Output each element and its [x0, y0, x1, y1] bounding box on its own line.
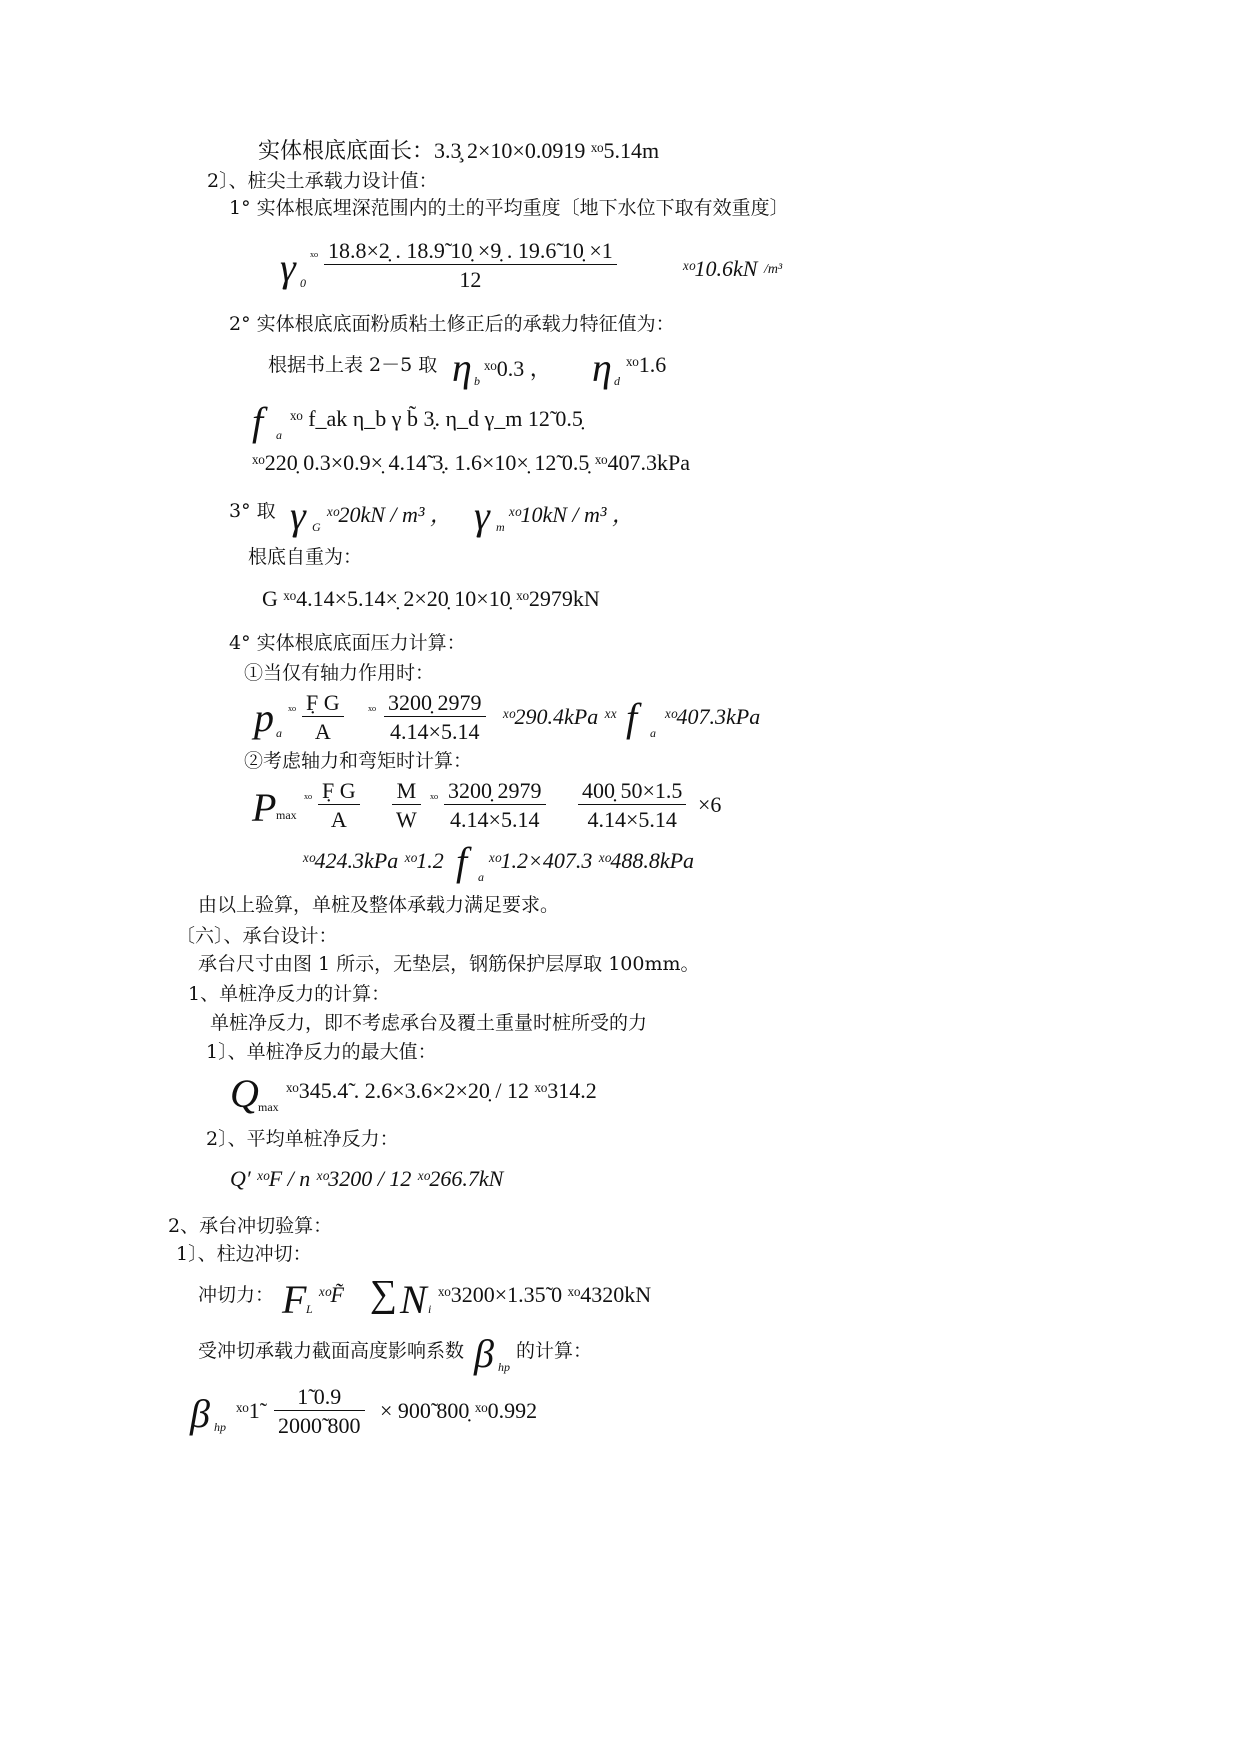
equals-glyph: ˣᵒ — [304, 792, 313, 807]
fraction — [274, 1384, 365, 1439]
f-symbol: f — [626, 695, 638, 740]
text-line: 1〕、单桩净反力的最大值： — [206, 1041, 437, 1063]
p-symbol: P — [252, 785, 277, 830]
section-heading: 〔六〕、承台设计： — [176, 925, 338, 947]
text-line: 承台尺寸由图 1 所示，无垫层，钢筋保护层厚取 100mm。 — [198, 953, 700, 975]
text-line: ②考虑轴力和弯矩时计算： — [244, 750, 473, 772]
text-line: 2〕、平均单桩净反力： — [206, 1128, 399, 1150]
gamma-G-value: ˣᵒ20kN / m³ ， — [326, 502, 453, 527]
result: ˣᵒ407.3kPa — [664, 704, 761, 729]
text-line: 由以上验算，单桩及整体承载力满足要求。 — [198, 894, 560, 916]
section-heading: 2〕、桩尖土承载力设计值： — [207, 170, 438, 192]
beta-result: × 900̃ 800̣ ˣᵒ0.992 — [380, 1398, 538, 1423]
n-symbol: N — [400, 1277, 427, 1322]
subscript: a — [276, 726, 282, 740]
sum-symbol: ∑ — [370, 1273, 398, 1315]
f-symbol: f — [252, 399, 264, 444]
result: ˣᵒ1.2×407.3 ˣᵒ488.8kPa — [488, 848, 695, 873]
fl-expression: ˣᵒF̃ — [318, 1282, 344, 1307]
fraction — [302, 690, 344, 745]
text-line: ①当仅有轴力作用时： — [244, 662, 435, 684]
text-line: 3° 取 — [229, 500, 276, 522]
beta-symbol: β — [190, 1391, 210, 1436]
text-line: 2° 实体根底底面粉质粘土修正后的承载力特征值为： — [229, 313, 675, 335]
text-line: ˣᵒ220̣ 0.3×0.9×̣ 4.14̃ 3̣. 1.6×10×̣ 12̃ 0.5̣ ˣᵒ407.3kPa — [252, 450, 691, 475]
fraction — [384, 690, 486, 745]
beta-lhs: ˣᵒ1̃ — [236, 1398, 260, 1423]
denominator: A — [302, 716, 344, 745]
equals-glyph: ˣᵒ — [430, 792, 439, 807]
eta-symbol: η — [452, 345, 472, 390]
multiplier: ×6 — [698, 792, 722, 817]
f-symbol: F — [282, 1277, 307, 1322]
subscript: 0 — [300, 276, 306, 290]
q-expression: ˣᵒ345.4̃ . 2.6×3.6×2×20̣ / 12 ˣᵒ314.2 — [286, 1078, 597, 1103]
subscript: L — [306, 1302, 313, 1316]
denominator: 4.14×5.14 — [578, 804, 686, 833]
equals-glyph: ˣᵒ — [288, 704, 297, 719]
subscript: m — [496, 520, 505, 534]
result: ˣᵒ10.6kN — [682, 256, 758, 281]
numerator: 400̣ 50×1.5 — [582, 778, 683, 803]
denominator: 2000̃ 800 — [274, 1410, 365, 1439]
numerator: 18.8×2̣ . 18.9̃ 10̣ ×9̣ . 19.6̃ 10̣ ×1 — [328, 238, 613, 263]
eta-b-value: ˣᵒ0.3 ， — [484, 356, 552, 381]
result: ˣᵒ3200×1.35̃ 0 ˣᵒ4320kN — [438, 1282, 652, 1307]
beta-symbol: β — [474, 1331, 494, 1376]
text-line: 1〕、柱边冲切： — [176, 1243, 312, 1265]
gamma-symbol: γ — [474, 493, 490, 538]
numerator: F̣ G — [322, 778, 356, 803]
text-line: 实体根底底面长：3.3̧ 2×10×0.0919 ˣᵒ5.14m — [258, 138, 660, 163]
subscript: max — [258, 1100, 279, 1114]
text-line: 4° 实体根底底面压力计算： — [229, 632, 466, 654]
denominator: W — [392, 804, 421, 833]
text-line: 受冲切承载力截面高度影响系数 — [198, 1340, 465, 1362]
denominator: 4.14×5.14 — [384, 716, 486, 745]
denominator: 4.14×5.14 — [444, 804, 546, 833]
section-heading: 1、单桩净反力的计算： — [188, 983, 391, 1005]
denominator: A — [318, 804, 360, 833]
fraction — [392, 778, 421, 833]
subscript: max — [276, 808, 297, 822]
text-line: 的计算： — [516, 1340, 593, 1362]
gamma-m-value: ˣᵒ10kN / m³ ， — [508, 502, 635, 527]
equals-glyph: ˣᵒ — [368, 704, 377, 719]
fraction-gamma0 — [324, 238, 617, 293]
q-symbol: Q — [230, 1071, 259, 1116]
subscript: i — [428, 1302, 432, 1316]
numerator: M — [396, 778, 417, 803]
result: ˣᵒ290.4kPa ˣˣ — [502, 704, 617, 729]
equals-glyph: ˣᵒ — [310, 250, 319, 265]
subscript: G — [312, 520, 321, 534]
eta-symbol: η — [592, 345, 612, 390]
subscript: b — [474, 374, 480, 388]
numerator: 3200̣ 2979 — [448, 778, 542, 803]
subscript: d — [614, 374, 620, 388]
fraction — [578, 778, 686, 833]
section-heading: 2、承台冲切验算： — [168, 1215, 333, 1237]
gamma-symbol: γ — [290, 493, 306, 538]
text-line: 冲切力： — [198, 1284, 275, 1306]
denominator: 12 — [324, 264, 617, 293]
text-line: 1° 实体根底埋深范围内的土的平均重度〔地下水位下取有效重度〕 — [229, 197, 789, 219]
text-line: 根据书上表 2－5 取 — [268, 354, 438, 376]
fraction — [444, 778, 546, 833]
text-line: 根底自重为： — [248, 546, 363, 568]
eta-d-value: ˣᵒ1.6 — [626, 352, 667, 377]
numerator: F̣ G — [306, 690, 340, 715]
text-line: ˣᵒ424.3kPa ˣᵒ1.2 — [302, 848, 444, 873]
text-line: G ˣᵒ4.14×5.14×̣ 2×20̣ 10×10̣ ˣᵒ2979kN — [262, 586, 600, 611]
text-line: Q′ ˣᵒF / n ˣᵒ3200 / 12 ˣᵒ266.7kN — [230, 1166, 504, 1191]
numerator: 3200̣ 2979 — [388, 690, 482, 715]
numerator: 1̃ 0.9 — [297, 1384, 342, 1409]
subscript: hp — [214, 1420, 226, 1434]
fraction — [318, 778, 360, 833]
f-symbol: f — [456, 839, 468, 884]
subscript: a — [276, 428, 282, 442]
subscript: a — [478, 870, 484, 884]
unit-m3: /m³ — [764, 262, 783, 277]
subscript: hp — [498, 1360, 510, 1374]
subscript: a — [650, 726, 656, 740]
gamma-symbol: γ — [280, 245, 296, 290]
fa-expression: ˣᵒ f_ak η_b γ b̃ 3̣. η_d γ_m 12̃ 0.5̣ — [290, 406, 583, 431]
p-symbol: p — [254, 695, 274, 740]
text-line: 单桩净反力，即不考虑承台及覆土重量时桩所受的力 — [210, 1012, 648, 1034]
